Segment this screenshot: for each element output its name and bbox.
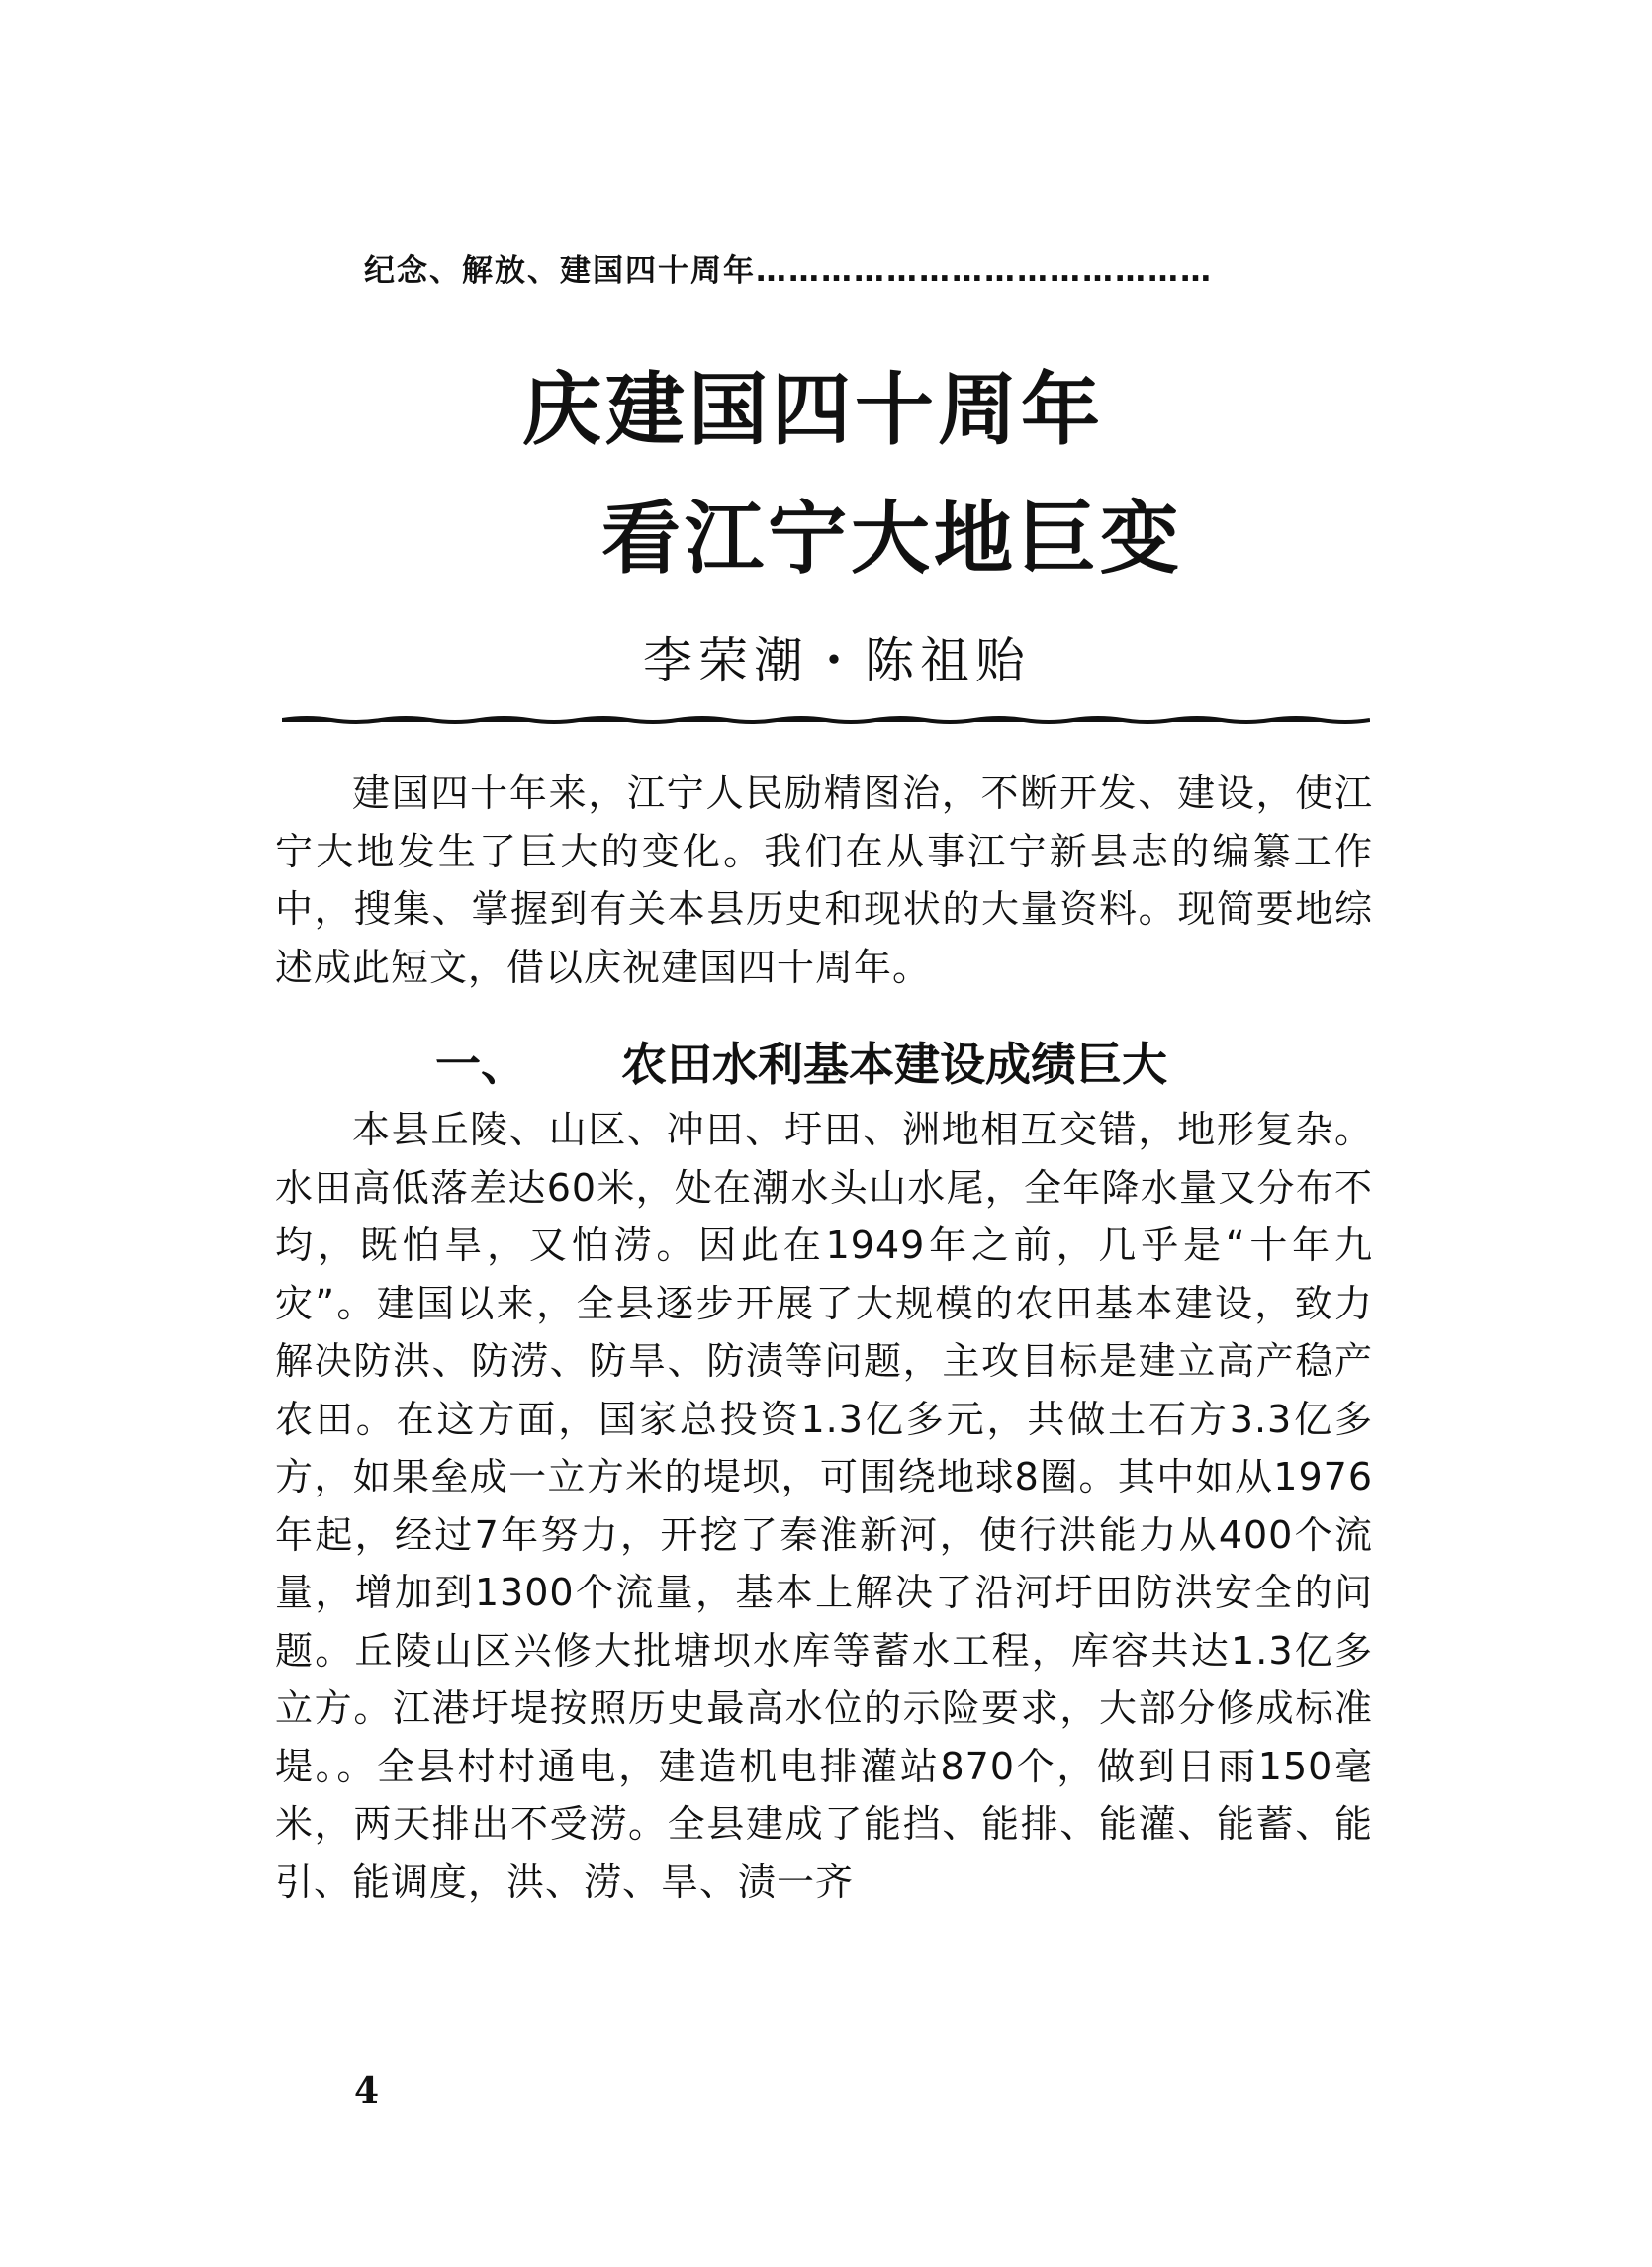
page-number: 4 — [354, 2070, 380, 2112]
section-paragraph: 本县丘陵、山区、冲田、圩田、洲地相互交错，地形复杂。水田高低落差达60米，处在潮水头山水尾，全年降水量又分布不均，既怕旱，又怕涝。因此在1949年之前，几乎是“十年九灾”。建国以来，全县逐步开展了大规模的农田基本建设，致力解决防洪、防涝、防旱、防渍等问题，主攻目标是建立高产稳产农田。在这方面，国家总投资1.3亿多元，共做土石方3.3亿多方，如果垒成一立方米的堤坝，可围绕地球8圈。其中如从1976年起，经过7年努力，开挖了秦淮新河，使行洪能力从400个流量，增加到1300个流量，基本上解决了沿河圩田防洪安全的问题。丘陵山区兴修大批塘坝水库等蓄水工程，库容共达1.3亿多立方。江港圩堤按照历史最高水位的示险要求，大部分修成标准堤。。全县村村通电，建造机电排灌站870个，做到日雨150毫米，两天排出不受涝。全县建成了能挡、能排、能灌、能蓄、能引、能调度，洪、涝、旱、渍一齐 — [275, 1108, 1373, 1904]
article-title-line-1: 庆建国四十周年 — [522, 364, 1104, 456]
article-authors: 李荣潮・陈祖贻 — [643, 632, 1031, 689]
section-title: 农田水利基本建设成绩巨大 — [621, 1038, 1167, 1091]
section-number: 一、 — [435, 1038, 526, 1091]
article-title-line-2: 看江宁大地巨变 — [601, 493, 1183, 585]
running-header: 纪念、解放、建国四十周年…………………………………… — [364, 253, 1213, 289]
intro-paragraph: 建国四十年来，江宁人民励精图治，不断开发、建设，使江宁大地发生了巨大的变化。我们在从事江宁新县志的编纂工作中，搜集、掌握到有关本县历史和现状的大量资料。现简要地综述成此短文，借以庆祝建国四十周年。 — [275, 771, 1373, 989]
section-heading — [435, 1029, 1167, 1094]
decorative-divider — [282, 715, 1370, 725]
